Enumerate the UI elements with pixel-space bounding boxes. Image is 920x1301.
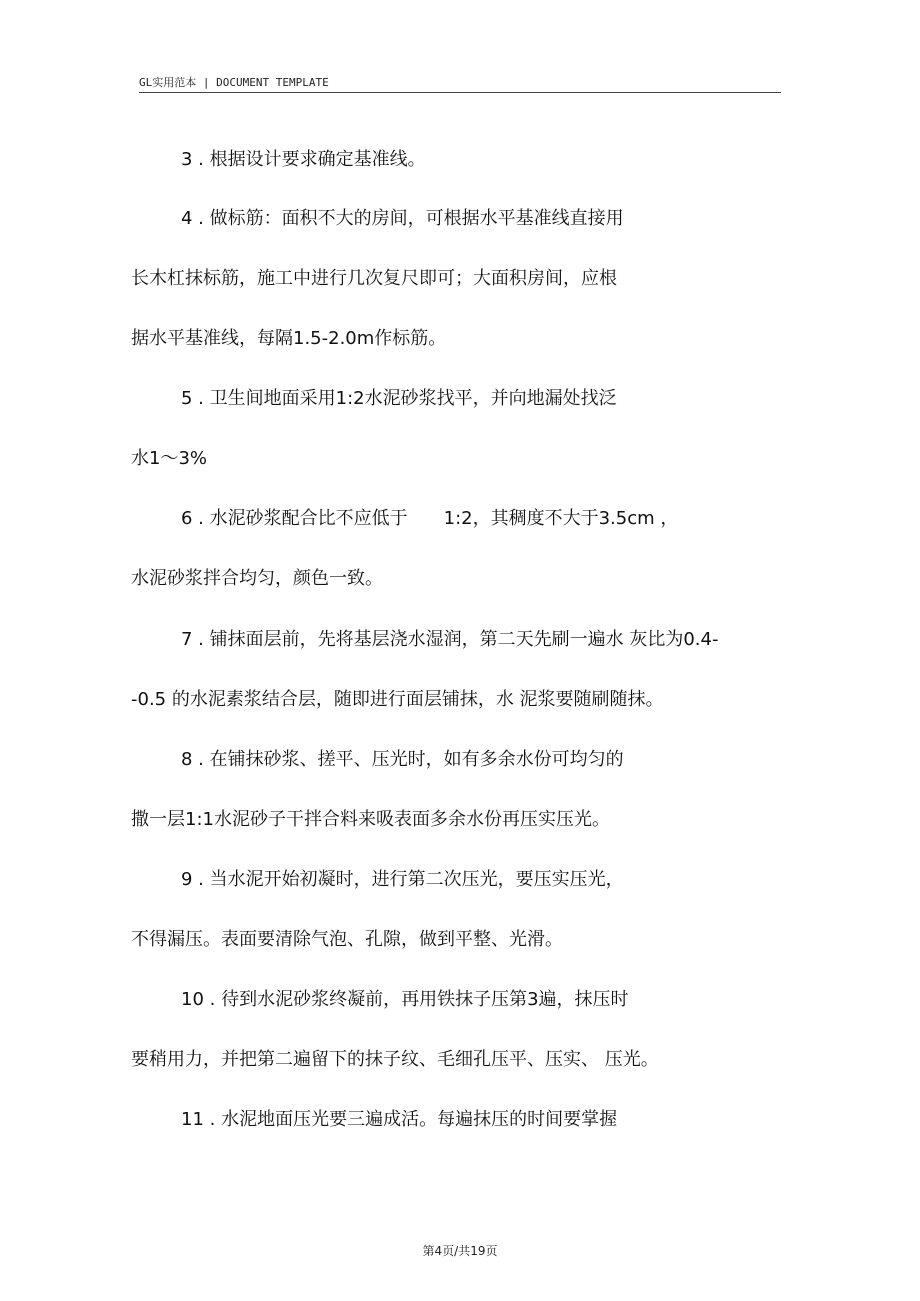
body-line-2: 4 . 做标筋：面积不大的房间，可根据水平基准线直接用 [181, 208, 624, 229]
body-line-14: 不得漏压。表面要清除气泡、孔隙，做到平整、光滑。 [131, 929, 563, 950]
body-line-6: 水1～3% [131, 448, 208, 469]
body-line-8: 水泥砂浆拌合均匀，颜色一致。 [131, 568, 383, 589]
body-line-1: 3 . 根据设计要求确定基准线。 [181, 149, 426, 170]
body-line-15: 10 . 待到水泥砂浆终凝前，再用铁抹子压第3遍，抹压时 [181, 989, 629, 1010]
body-line-7: 6 . 水泥砂浆配合比不应低于 1:2，其稠度不大于3.5cm ， [181, 508, 679, 529]
body-line-13: 9 . 当水泥开始初凝时，进行第二次压光，要压实压光， [181, 869, 624, 890]
body-line-11: 8 . 在铺抹砂浆、搓平、压光时，如有多余水份可均匀的 [181, 749, 624, 770]
body-line-17: 11 . 水泥地面压光要三遍成活。每遍抹压的时间要掌握 [181, 1109, 618, 1130]
page-number: 第4页/共19页 [422, 1244, 498, 1258]
page-header: GL实用范本 | DOCUMENT TEMPLATE [139, 76, 781, 93]
body-line-10: -0.5 的水泥素浆结合层，随即进行面层铺抹，水 泥浆要随刷随抹。 [131, 689, 664, 710]
body-line-3: 长木杠抹标筋，施工中进行几次复尺即可；大面积房间，应根 [131, 268, 617, 289]
body-line-16: 要稍用力，并把第二遍留下的抹子纹、毛细孔压平、压实、 压光。 [131, 1049, 659, 1070]
body-line-9: 7 . 铺抹面层前，先将基层浇水湿润，第二天先刷一遍水 灰比为0.4- [181, 629, 719, 650]
body-line-5: 5 . 卫生间地面采用1:2水泥砂浆找平，并向地漏处找泛 [181, 388, 617, 409]
body-line-12: 撒一层1:1水泥砂子干拌合料来吸表面多余水份再压实压光。 [131, 809, 610, 830]
body-line-4: 据水平基准线，每隔1.5-2.0m作标筋。 [131, 328, 447, 349]
